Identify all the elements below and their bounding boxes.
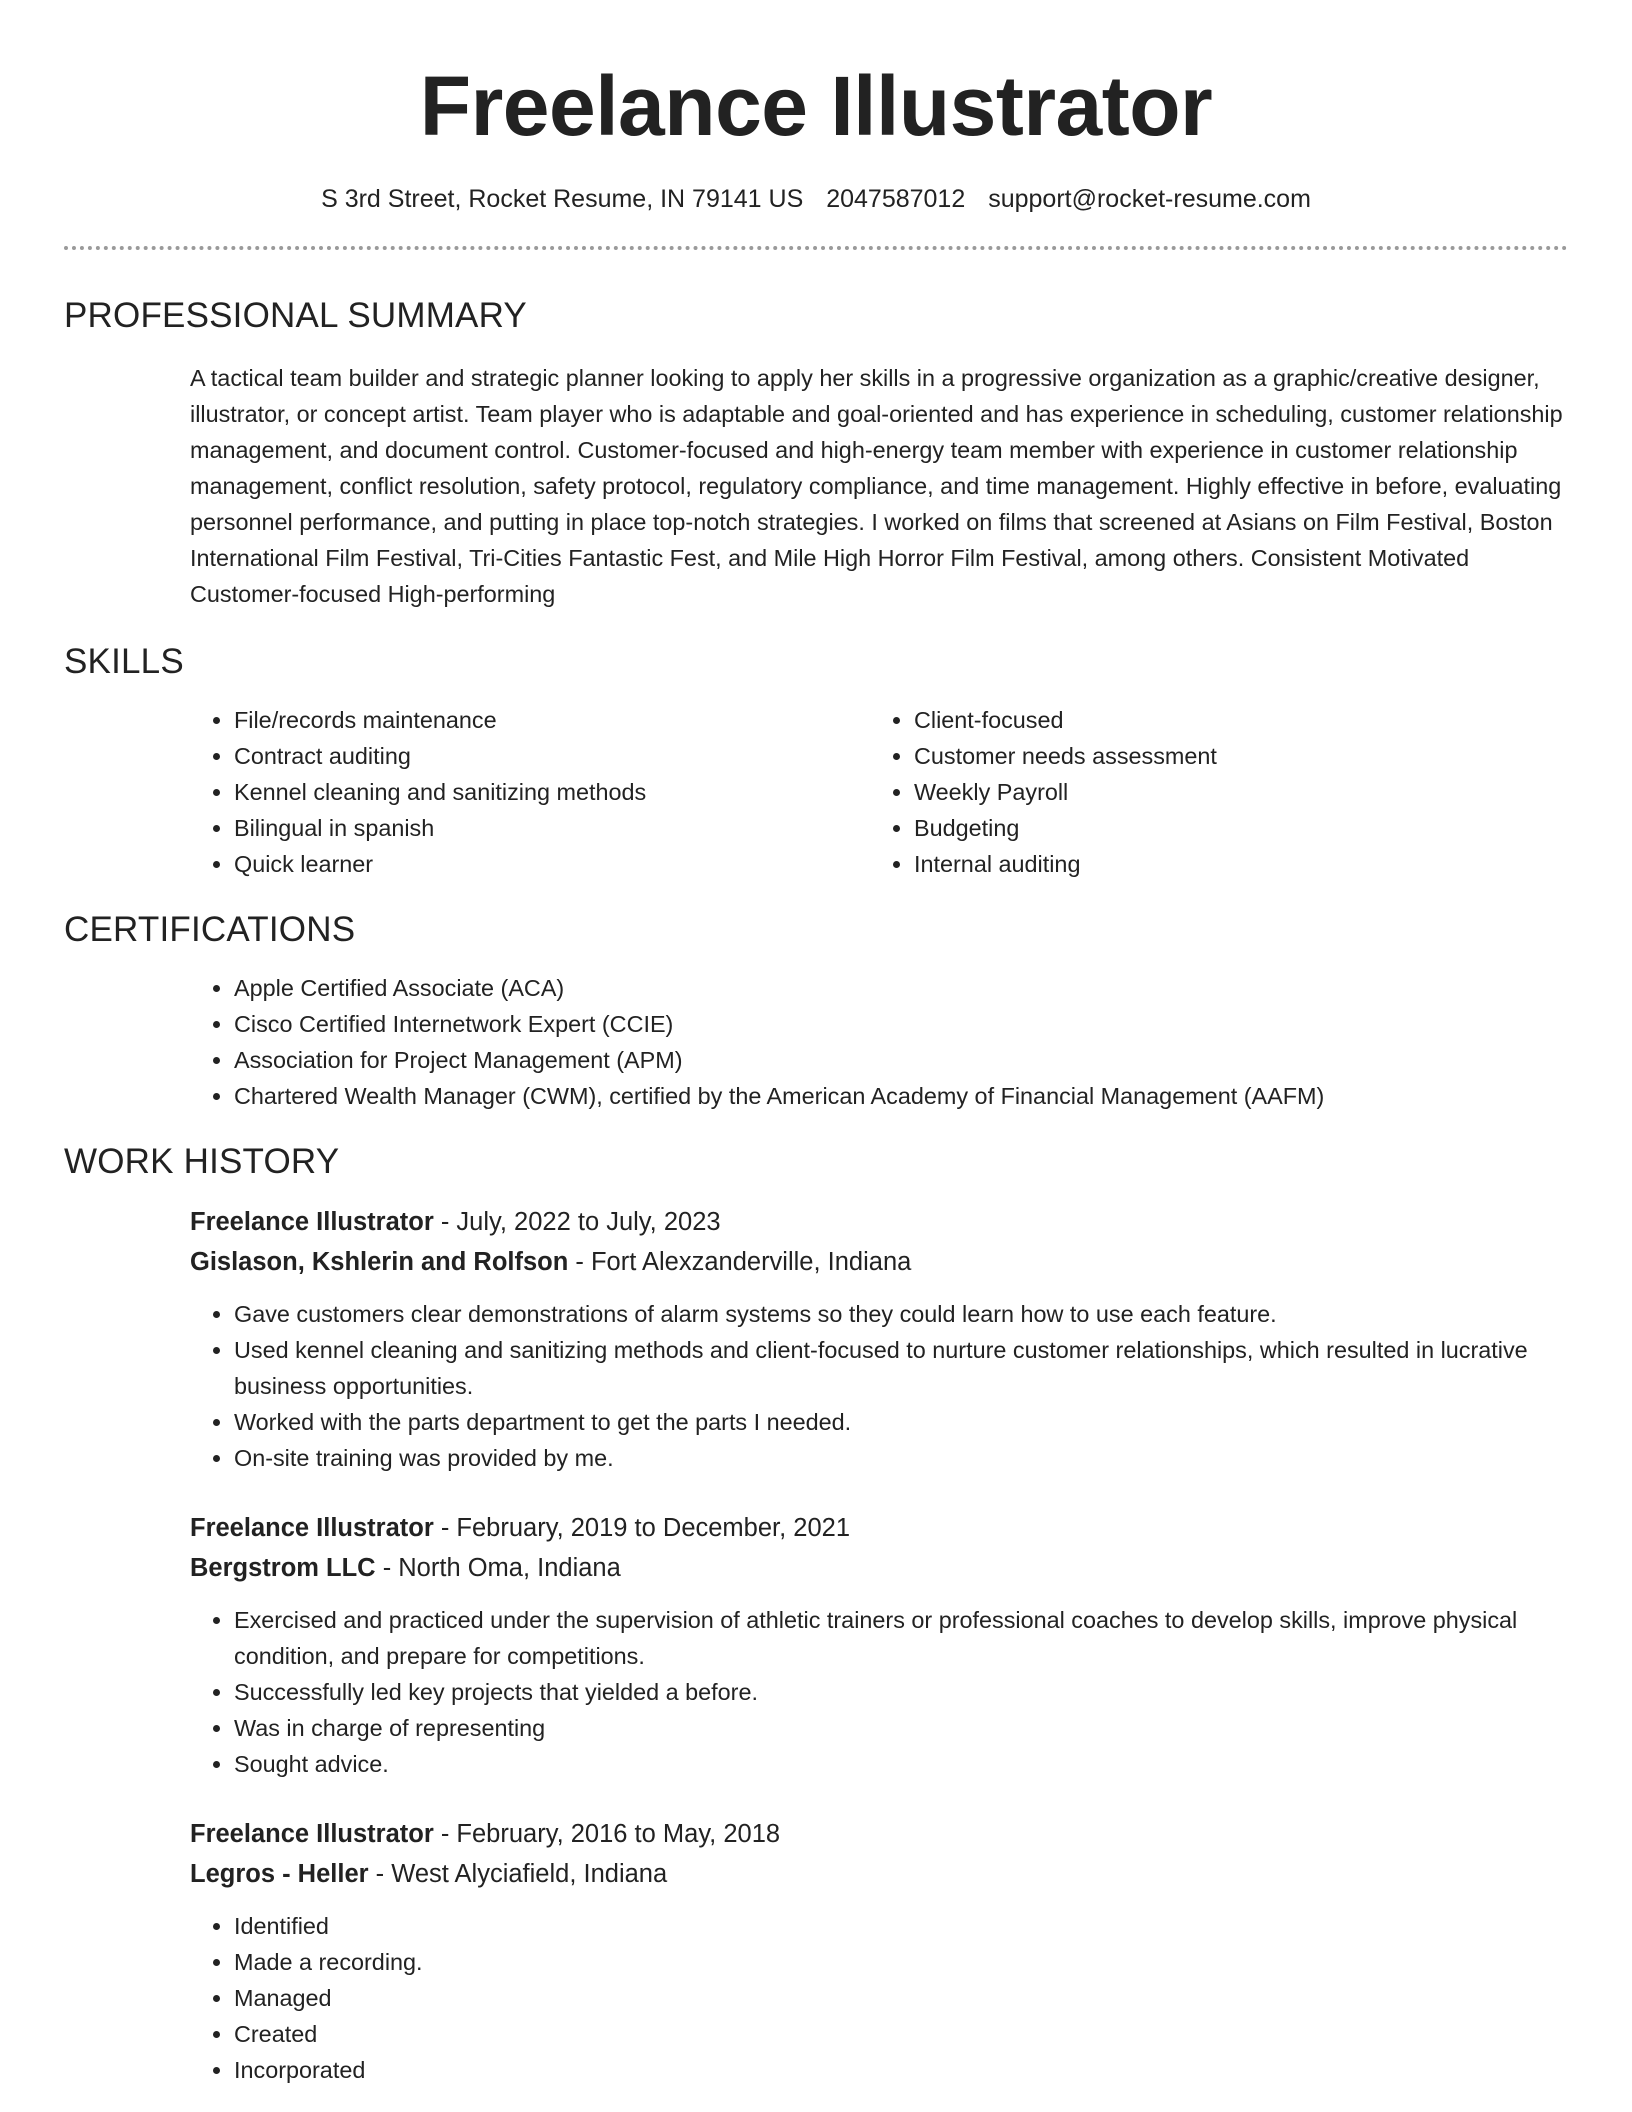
skills-column-left — [190, 702, 870, 882]
job-company-line — [190, 1548, 1568, 1588]
job-bullet: • Made a recording. — [234, 1944, 1568, 1980]
job-role: Freelance Illustrator — [190, 1820, 434, 1848]
job-dates: - February, 2016 to May, 2018 — [433, 1820, 781, 1848]
job-entry — [190, 1814, 1568, 2088]
job-dates: - July, 2022 to July, 2023 — [433, 1208, 721, 1236]
job-company-line — [190, 1854, 1568, 1894]
job-bullet: • Was in charge of representing — [234, 1710, 1568, 1746]
certification-item: • Cisco Certified Internetwork Expert (CCIE) — [234, 1006, 1568, 1042]
certifications-list — [190, 970, 1568, 1114]
skill-item: • Budgeting — [914, 810, 1550, 846]
work-history-heading: WORK HISTORY — [64, 1142, 340, 1181]
job-company: Gislason, Kshlerin and Rolfson — [190, 1248, 569, 1276]
contact-email[interactable]: support@rocket-resume.com — [988, 185, 1311, 213]
job-role-line — [190, 1814, 1568, 1854]
job-entry — [190, 1508, 1568, 1782]
resume-name: Freelance Illustrator — [419, 59, 1213, 153]
job-bullet: • Worked with the parts department to get the parts I needed. — [234, 1404, 1568, 1440]
certification-item: • Association for Project Management (APM) — [234, 1042, 1568, 1078]
job-bullets — [190, 1296, 1568, 1476]
skill-item: • Internal auditing — [914, 846, 1550, 882]
skill-item: • Weekly Payroll — [914, 774, 1550, 810]
skill-item: • Bilingual in spanish — [234, 810, 870, 846]
job-bullet: • Managed — [234, 1980, 1568, 2016]
summary-heading: PROFESSIONAL SUMMARY — [64, 296, 527, 335]
job-bullet: • Created — [234, 2016, 1568, 2052]
header-divider — [64, 246, 1568, 250]
skill-item: • Quick learner — [234, 846, 870, 882]
skill-item: • Customer needs assessment — [914, 738, 1550, 774]
skill-item: • File/records maintenance — [234, 702, 870, 738]
job-entry — [190, 1202, 1568, 1476]
job-bullets — [190, 1602, 1568, 1782]
job-dates: - February, 2019 to December, 2021 — [433, 1514, 851, 1542]
job-location: - North Oma, Indiana — [375, 1554, 621, 1582]
certifications-heading: CERTIFICATIONS — [64, 910, 356, 949]
job-bullet: • Identified — [234, 1908, 1568, 1944]
skills-list-left — [190, 702, 870, 882]
job-role: Freelance Illustrator — [190, 1208, 434, 1236]
job-company-line — [190, 1242, 1568, 1282]
skill-item: • Contract auditing — [234, 738, 870, 774]
job-bullet: • Successfully led key projects that yielded a before. — [234, 1674, 1568, 1710]
skills-heading: SKILLS — [64, 642, 184, 681]
job-bullet: • On-site training was provided by me. — [234, 1440, 1568, 1476]
job-bullet: • Gave customers clear demonstrations of alarm systems so they could learn how to use each feature. — [234, 1296, 1568, 1332]
contact-phone: 2047587012 — [826, 185, 966, 213]
job-bullet: • Exercised and practiced under the supervision of athletic trainers or professional coaches to develop skills, improve physical condition, and prepare for competitions. — [234, 1602, 1568, 1674]
skills-grid — [190, 702, 1568, 882]
job-role-line — [190, 1508, 1568, 1548]
certification-item: • Chartered Wealth Manager (CWM), certified by the American Academy of Financial Management (AAFM) — [234, 1078, 1568, 1114]
job-company: Legros - Heller — [190, 1860, 369, 1888]
job-bullet: • Sought advice. — [234, 1746, 1568, 1782]
job-location: - West Alyciafield, Indiana — [368, 1860, 668, 1888]
certifications-ul — [190, 970, 1568, 1114]
job-role-line — [190, 1202, 1568, 1242]
job-location: - Fort Alexzanderville, Indiana — [568, 1248, 912, 1276]
job-bullet: • Incorporated — [234, 2052, 1568, 2088]
contact-address: S 3rd Street, Rocket Resume, IN 79141 US — [321, 185, 804, 213]
skills-list-right — [870, 702, 1550, 882]
job-role: Freelance Illustrator — [190, 1514, 434, 1542]
job-company: Bergstrom LLC — [190, 1554, 376, 1582]
job-bullets — [190, 1908, 1568, 2088]
skill-item: • Client-focused — [914, 702, 1550, 738]
skills-column-right — [870, 702, 1550, 882]
summary-text: A tactical team builder and strategic planner looking to apply her skills in a progressive organization as a graphic/creative designer, illustrator, or concept artist. Team player who is adaptable and goal-oriented and has experience in scheduling, customer relationship management, and document control. Customer-focused and high-energy team member with experience in customer relationship management, conflict resolution, safety protocol, regulatory compliance, and time management. Highly effective in before, evaluating personnel performance, and putting in place top-notch strategies. I worked on films that screened at Asians on Film Festival, Boston International Film Festival, Tri-Cities Fantastic Fest, and Mile High Horror Film Festival, among others. Consistent Motivated Customer-focused High-performing — [190, 365, 1563, 607]
skill-item: • Kennel cleaning and sanitizing methods — [234, 774, 870, 810]
job-bullet: • Used kennel cleaning and sanitizing methods and client-focused to nurture customer relationships, which resulted in lucrative business opportunities. — [234, 1332, 1568, 1404]
contact-line — [64, 182, 1568, 216]
certification-item: • Apple Certified Associate (ACA) — [234, 970, 1568, 1006]
